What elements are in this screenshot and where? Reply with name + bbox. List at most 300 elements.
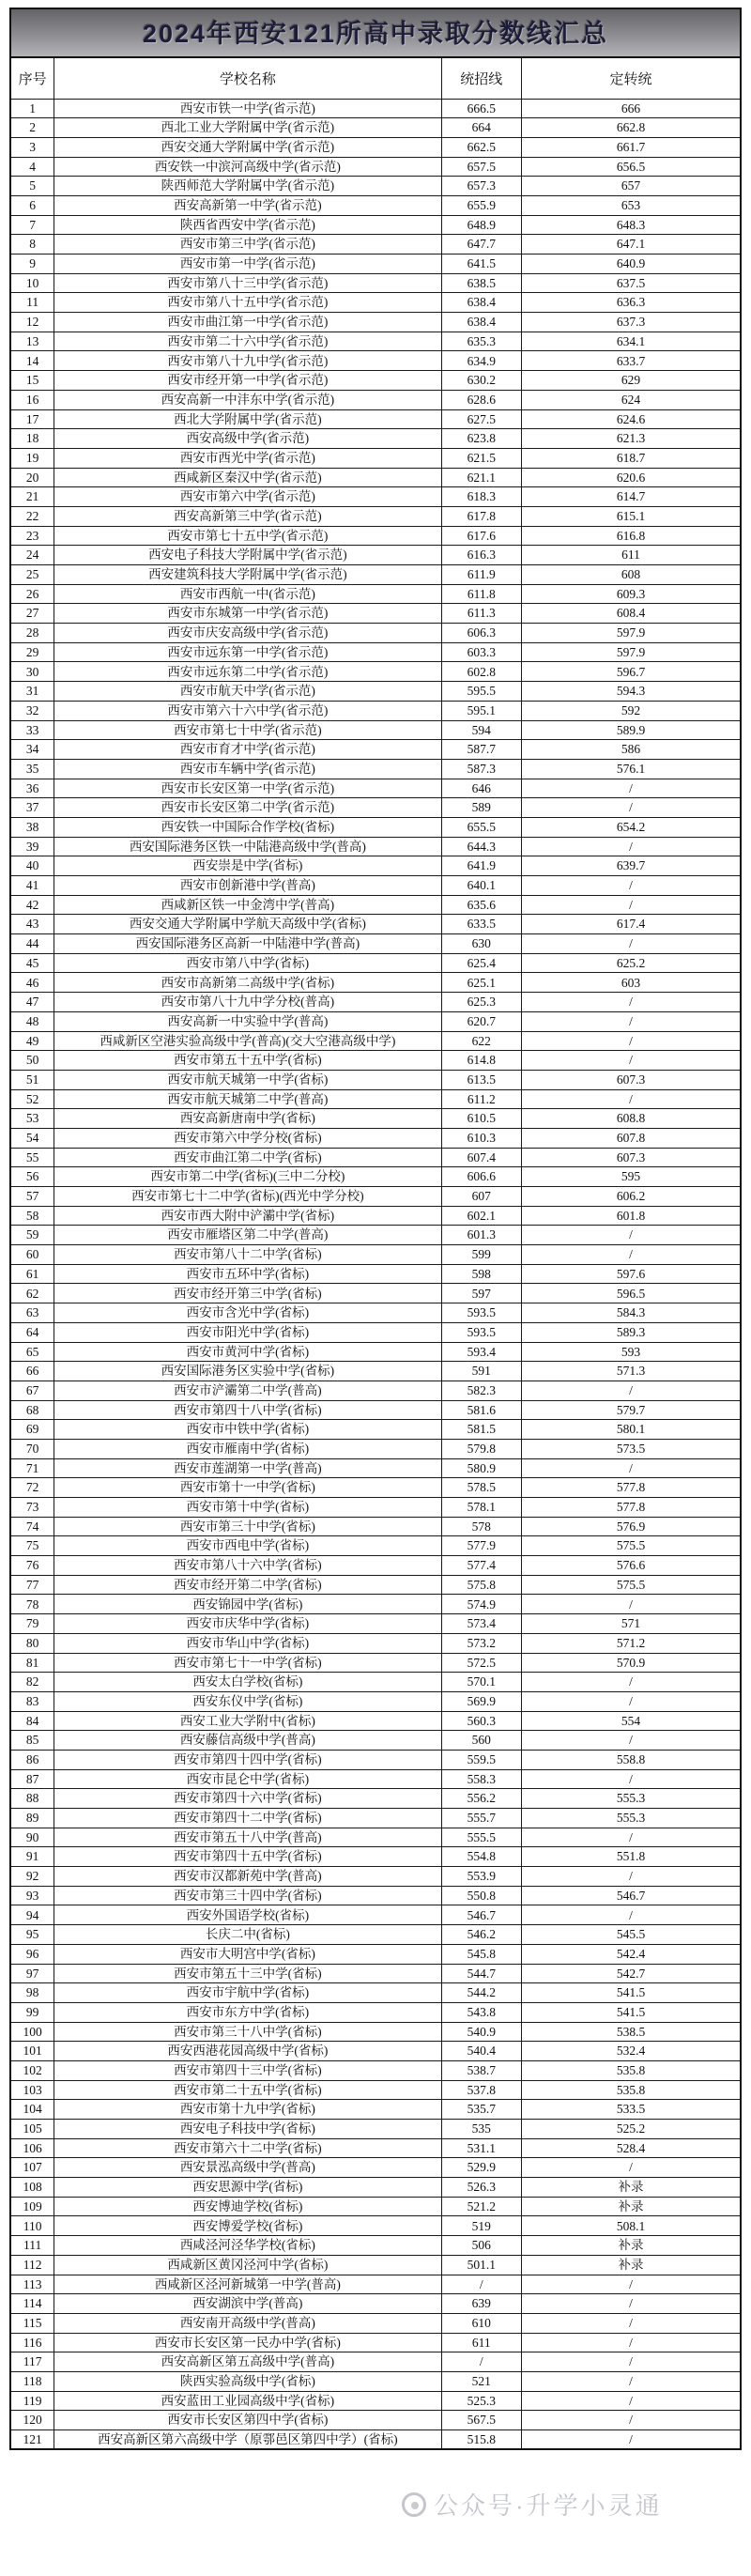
- table-row: [10, 817, 741, 837]
- unified-line-cell: 638.4: [441, 313, 522, 332]
- table-row: [10, 1633, 741, 1653]
- unified-line-cell: 570.1: [441, 1673, 522, 1692]
- school-name-cell: 西安高新区第六高级中学（原鄠邑区第四中学）(省标): [54, 2430, 441, 2450]
- table-row: [10, 118, 741, 138]
- row-number-cell: 80: [10, 1633, 54, 1653]
- row-number-cell: 72: [10, 1478, 54, 1498]
- table-row: [10, 137, 741, 157]
- directed-line-cell: 542.7: [522, 1964, 741, 1983]
- row-number-cell: 49: [10, 1031, 54, 1051]
- table-row: [10, 1809, 741, 1828]
- school-name-cell: 西安市西大附中浐灞中学(省标): [54, 1206, 441, 1226]
- unified-line-cell: 607: [441, 1187, 522, 1207]
- school-name-cell: 西安市第八十六中学(省标): [54, 1556, 441, 1576]
- school-name-cell: 西咸新区泾河新城第一中学(普高): [54, 2275, 441, 2294]
- school-name-cell: 西安市雁塔区第二中学(普高): [54, 1226, 441, 1245]
- directed-line-cell: /: [522, 993, 741, 1012]
- school-name-cell: 西安市长安区第一民办中学(省标): [54, 2333, 441, 2352]
- directed-line-cell: 533.5: [522, 2100, 741, 2120]
- table-row: [10, 1691, 741, 1711]
- table-row: [10, 2120, 741, 2139]
- unified-line-cell: 616.3: [441, 546, 522, 565]
- table-row: [10, 371, 741, 391]
- row-number-cell: 31: [10, 682, 54, 702]
- unified-line-cell: 602.8: [441, 662, 522, 682]
- row-number-cell: 113: [10, 2275, 54, 2294]
- table-row: [10, 1245, 741, 1265]
- row-number-cell: 111: [10, 2236, 54, 2256]
- table-row: [10, 1905, 741, 1925]
- unified-line-cell: 577.9: [441, 1536, 522, 1556]
- row-number-cell: 47: [10, 993, 54, 1012]
- unified-line-cell: 579.8: [441, 1439, 522, 1458]
- unified-line-cell: 515.8: [441, 2430, 522, 2450]
- row-number-cell: 97: [10, 1964, 54, 1983]
- school-name-cell: 西安市长安区第一中学(省示范): [54, 779, 441, 798]
- school-name-cell: 西咸泾河泾华学校(省标): [54, 2236, 441, 2256]
- table-row: [10, 2333, 741, 2352]
- school-name-cell: 西安市曲江第二中学(省标): [54, 1148, 441, 1167]
- directed-line-cell: 597.6: [522, 1264, 741, 1284]
- school-name-cell: 西安市第二十六中学(省示范): [54, 332, 441, 351]
- unified-line-cell: 646: [441, 779, 522, 798]
- directed-line-cell: 577.8: [522, 1478, 741, 1498]
- directed-line-cell: /: [522, 2313, 741, 2333]
- school-name-cell: 西安电子科技中学(省标): [54, 2120, 441, 2139]
- row-number-cell: 36: [10, 779, 54, 798]
- directed-line-cell: 639.7: [522, 856, 741, 876]
- directed-line-cell: 541.5: [522, 1983, 741, 2003]
- directed-line-cell: 596.7: [522, 662, 741, 682]
- directed-line-cell: 508.1: [522, 2216, 741, 2236]
- table-row: [10, 2100, 741, 2120]
- directed-line-cell: 584.3: [522, 1303, 741, 1323]
- school-name-cell: 西安国际港务区铁一中陆港高级中学(普高): [54, 837, 441, 856]
- directed-line-cell: 542.4: [522, 1944, 741, 1964]
- directed-line-cell: /: [522, 2371, 741, 2391]
- row-number-cell: 25: [10, 565, 54, 585]
- row-number-cell: 118: [10, 2371, 54, 2391]
- school-name-cell: 西安市第七十二中学(省标)(西光中学分校): [54, 1187, 441, 1207]
- table-row: [10, 1478, 741, 1498]
- school-name-cell: 西安市航天城第一中学(省标): [54, 1070, 441, 1089]
- directed-line-cell: 571.2: [522, 1633, 741, 1653]
- row-number-cell: 59: [10, 1226, 54, 1245]
- row-number-cell: 51: [10, 1070, 54, 1089]
- directed-line-cell: 614.7: [522, 487, 741, 507]
- unified-line-cell: 519: [441, 2216, 522, 2236]
- table-row: [10, 934, 741, 954]
- school-name-cell: 西安锦园中学(省标): [54, 1595, 441, 1614]
- table-row: [10, 235, 741, 255]
- unified-line-cell: 578.1: [441, 1498, 522, 1518]
- unified-line-cell: 501.1: [441, 2255, 522, 2275]
- row-number-cell: 56: [10, 1167, 54, 1187]
- directed-line-cell: 608: [522, 565, 741, 585]
- table-row: [10, 1595, 741, 1614]
- directed-line-cell: 532.4: [522, 2042, 741, 2061]
- school-name-cell: 长庆二中(省标): [54, 1925, 441, 1945]
- table-row: [10, 779, 741, 798]
- unified-line-cell: 597: [441, 1284, 522, 1303]
- directed-line-cell: /: [522, 1381, 741, 1400]
- unified-line-cell: 620.7: [441, 1011, 522, 1031]
- directed-line-cell: /: [522, 2430, 741, 2450]
- table-row: [10, 2178, 741, 2198]
- row-number-cell: 70: [10, 1439, 54, 1458]
- unified-line-cell: 634.9: [441, 351, 522, 371]
- directed-line-cell: 640.9: [522, 255, 741, 274]
- unified-line-cell: 540.4: [441, 2042, 522, 2061]
- directed-line-cell: 657: [522, 177, 741, 196]
- school-name-cell: 西安市远东第一中学(省示范): [54, 642, 441, 662]
- school-name-cell: 西安市西光中学(省示范): [54, 448, 441, 468]
- directed-line-cell: 656.5: [522, 157, 741, 177]
- unified-line-cell: 625.1: [441, 973, 522, 993]
- row-number-cell: 22: [10, 506, 54, 526]
- table-row: [10, 1070, 741, 1089]
- unified-line-cell: 538.7: [441, 2060, 522, 2080]
- unified-line-cell: 644.3: [441, 837, 522, 856]
- school-name-cell: 西安市第八十二中学(省标): [54, 1245, 441, 1265]
- school-name-cell: 西安高新一中沣东中学(省示范): [54, 390, 441, 409]
- row-number-cell: 108: [10, 2178, 54, 2198]
- school-name-cell: 西安湖滨中学(普高): [54, 2294, 441, 2314]
- unified-line-cell: 611.9: [441, 565, 522, 585]
- table-row: [10, 429, 741, 449]
- row-number-cell: 60: [10, 1245, 54, 1265]
- unified-line-cell: 610.5: [441, 1109, 522, 1129]
- table-row: [10, 1789, 741, 1809]
- directed-line-cell: 608.4: [522, 604, 741, 624]
- row-number-cell: 40: [10, 856, 54, 876]
- unified-line-cell: 595.5: [441, 682, 522, 702]
- school-name-cell: 西安市第四十四中学(省标): [54, 1750, 441, 1769]
- school-name-cell: 西安高新唐南中学(省标): [54, 1109, 441, 1129]
- row-number-cell: 81: [10, 1653, 54, 1673]
- directed-line-cell: 571.3: [522, 1362, 741, 1381]
- directed-line-cell: /: [522, 1011, 741, 1031]
- school-name-cell: 西安市中铁中学(省标): [54, 1420, 441, 1440]
- row-number-cell: 48: [10, 1011, 54, 1031]
- school-name-cell: 西安市第六中学分校(省标): [54, 1128, 441, 1148]
- school-name-cell: 陕西实验高级中学(省标): [54, 2371, 441, 2391]
- directed-line-cell: 576.6: [522, 1556, 741, 1576]
- row-number-cell: 9: [10, 255, 54, 274]
- row-number-cell: 43: [10, 915, 54, 934]
- row-number-cell: 2: [10, 118, 54, 138]
- school-name-cell: 西安崇是中学(省标): [54, 856, 441, 876]
- table-row: [10, 1498, 741, 1518]
- unified-line-cell: 647.7: [441, 235, 522, 255]
- unified-line-cell: 618.3: [441, 487, 522, 507]
- school-name-cell: 西安市第十一中学(省标): [54, 1478, 441, 1498]
- row-number-cell: 27: [10, 604, 54, 624]
- unified-line-cell: 578: [441, 1517, 522, 1536]
- directed-line-cell: /: [522, 779, 741, 798]
- unified-line-cell: 664: [441, 118, 522, 138]
- school-name-cell: 西北大学附属中学(省示范): [54, 409, 441, 429]
- school-name-cell: 西安市第八十九中学(省示范): [54, 351, 441, 371]
- table-row: [10, 526, 741, 546]
- unified-line-cell: 617.6: [441, 526, 522, 546]
- row-number-cell: 106: [10, 2138, 54, 2158]
- school-name-cell: 西安市航天中学(省示范): [54, 682, 441, 702]
- directed-line-cell: 525.2: [522, 2120, 741, 2139]
- school-name-cell: 西咸新区铁一中金湾中学(普高): [54, 895, 441, 915]
- table-row: [10, 313, 741, 332]
- col-header-directed-line: 定转统: [522, 57, 741, 99]
- directed-line-cell: 608.8: [522, 1109, 741, 1129]
- row-number-cell: 4: [10, 157, 54, 177]
- directed-line-cell: /: [522, 1691, 741, 1711]
- row-number-cell: 115: [10, 2313, 54, 2333]
- table-row: [10, 1439, 741, 1458]
- directed-line-cell: 637.5: [522, 273, 741, 293]
- directed-line-cell: 636.3: [522, 293, 741, 313]
- row-number-cell: 42: [10, 895, 54, 915]
- unified-line-cell: 627.5: [441, 409, 522, 429]
- directed-line-cell: 546.7: [522, 1886, 741, 1905]
- unified-line-cell: 591: [441, 1362, 522, 1381]
- directed-line-cell: 555.3: [522, 1809, 741, 1828]
- unified-line-cell: 582.3: [441, 1381, 522, 1400]
- table-row: [10, 2430, 741, 2450]
- row-number-cell: 67: [10, 1381, 54, 1400]
- directed-line-cell: 575.5: [522, 1536, 741, 1556]
- school-name-cell: 西安市庆安高级中学(省示范): [54, 624, 441, 643]
- unified-line-cell: 617.8: [441, 506, 522, 526]
- unified-line-cell: 640.1: [441, 876, 522, 896]
- school-name-cell: 西安市第十九中学(省标): [54, 2100, 441, 2120]
- unified-line-cell: 546.7: [441, 1905, 522, 1925]
- table-row: [10, 701, 741, 720]
- directed-line-cell: 607.3: [522, 1148, 741, 1167]
- directed-line-cell: /: [522, 1731, 741, 1751]
- directed-line-cell: 662.8: [522, 118, 741, 138]
- table-row: [10, 642, 741, 662]
- row-number-cell: 62: [10, 1284, 54, 1303]
- school-name-cell: 西安高新区第五高级中学(普高): [54, 2352, 441, 2372]
- school-name-cell: 西安高新第三中学(省示范): [54, 506, 441, 526]
- unified-line-cell: 614.8: [441, 1051, 522, 1071]
- school-name-cell: 西咸新区黄冈泾河中学(省标): [54, 2255, 441, 2275]
- directed-line-cell: 647.1: [522, 235, 741, 255]
- unified-line-cell: 580.9: [441, 1458, 522, 1478]
- unified-line-cell: 521.2: [441, 2197, 522, 2216]
- school-name-cell: 西安市含光中学(省标): [54, 1303, 441, 1323]
- unified-line-cell: 525.3: [441, 2391, 522, 2411]
- row-number-cell: 3: [10, 137, 54, 157]
- row-number-cell: 78: [10, 1595, 54, 1614]
- unified-line-cell: 625.4: [441, 953, 522, 973]
- unified-line-cell: 559.5: [441, 1750, 522, 1769]
- directed-line-cell: 538.5: [522, 2022, 741, 2042]
- col-header-school: 学校名称: [54, 57, 441, 99]
- table-row: [10, 1867, 741, 1887]
- school-name-cell: 西安市第七十五中学(省示范): [54, 526, 441, 546]
- directed-line-cell: /: [522, 1226, 741, 1245]
- table-row: [10, 1420, 741, 1440]
- directed-line-cell: 579.7: [522, 1400, 741, 1420]
- unified-line-cell: 593.4: [441, 1342, 522, 1362]
- school-name-cell: 西安景泓高级中学(普高): [54, 2158, 441, 2178]
- row-number-cell: 68: [10, 1400, 54, 1420]
- table-row: [10, 2197, 741, 2216]
- directed-line-cell: 592: [522, 701, 741, 720]
- table-row: [10, 2216, 741, 2236]
- table-row: [10, 1011, 741, 1031]
- table-row: [10, 2275, 741, 2294]
- row-number-cell: 119: [10, 2391, 54, 2411]
- school-name-cell: 西安市第二中学(省标)(三中二分校): [54, 1167, 441, 1187]
- unified-line-cell: 635.3: [441, 332, 522, 351]
- directed-line-cell: /: [522, 1089, 741, 1109]
- unified-line-cell: 526.3: [441, 2178, 522, 2198]
- row-number-cell: 65: [10, 1342, 54, 1362]
- table-row: [10, 1653, 741, 1673]
- school-name-cell: 西安市华山中学(省标): [54, 1633, 441, 1653]
- school-name-cell: 西安市航天城第二中学(普高): [54, 1089, 441, 1109]
- unified-line-cell: 623.8: [441, 429, 522, 449]
- table-row: [10, 1322, 741, 1342]
- table-row: [10, 1847, 741, 1867]
- directed-line-cell: 603: [522, 973, 741, 993]
- row-number-cell: 29: [10, 642, 54, 662]
- school-name-cell: 西安市第四十五中学(省标): [54, 1847, 441, 1867]
- table-row: [10, 2411, 741, 2430]
- school-name-cell: 西安市五环中学(省标): [54, 1264, 441, 1284]
- table-row: [10, 973, 741, 993]
- row-number-cell: 14: [10, 351, 54, 371]
- school-name-cell: 西安高新第一中学(省示范): [54, 195, 441, 215]
- directed-line-cell: 595: [522, 1167, 741, 1187]
- col-header-number: 序号: [10, 57, 54, 99]
- school-name-cell: 西安市庆华中学(省标): [54, 1614, 441, 1634]
- table-row: [10, 1731, 741, 1751]
- table-row: [10, 215, 741, 235]
- row-number-cell: 121: [10, 2430, 54, 2450]
- row-number-cell: 96: [10, 1944, 54, 1964]
- directed-line-cell: 补录: [522, 2178, 741, 2198]
- table-row: [10, 953, 741, 973]
- unified-line-cell: 611: [441, 2333, 522, 2352]
- school-name-cell: 西安高新一中实验中学(普高): [54, 1011, 441, 1031]
- school-name-cell: 西安市第六十六中学(省示范): [54, 701, 441, 720]
- school-name-cell: 西安市第五十三中学(省标): [54, 1964, 441, 1983]
- table-row: [10, 273, 741, 293]
- table-row: [10, 1964, 741, 1983]
- school-name-cell: 西安市铁一中学(省示范): [54, 99, 441, 118]
- table-row: [10, 177, 741, 196]
- directed-line-cell: 621.3: [522, 429, 741, 449]
- unified-line-cell: 598: [441, 1264, 522, 1284]
- school-name-cell: 西安思源中学(省标): [54, 2178, 441, 2198]
- table-row: [10, 759, 741, 779]
- table-row: [10, 1128, 741, 1148]
- row-number-cell: 45: [10, 953, 54, 973]
- directed-line-cell: 633.7: [522, 351, 741, 371]
- row-number-cell: 64: [10, 1322, 54, 1342]
- unified-line-cell: 529.9: [441, 2158, 522, 2178]
- unified-line-cell: 613.5: [441, 1070, 522, 1089]
- unified-line-cell: /: [441, 2275, 522, 2294]
- table-row: [10, 604, 741, 624]
- table-row: [10, 1362, 741, 1381]
- unified-line-cell: 611.8: [441, 584, 522, 604]
- table-row: [10, 2042, 741, 2061]
- school-name-cell: 西安市第四十八中学(省标): [54, 1400, 441, 1420]
- table-row: [10, 2158, 741, 2178]
- school-name-cell: 西安市经开第三中学(省标): [54, 1284, 441, 1303]
- school-name-cell: 西安市第四十三中学(省标): [54, 2060, 441, 2080]
- row-number-cell: 24: [10, 546, 54, 565]
- school-name-cell: 西安市第十中学(省标): [54, 1498, 441, 1518]
- row-number-cell: 87: [10, 1769, 54, 1789]
- school-name-cell: 西安市浐灞第二中学(普高): [54, 1381, 441, 1400]
- unified-line-cell: 535: [441, 2120, 522, 2139]
- unified-line-cell: 546.2: [441, 1925, 522, 1945]
- school-name-cell: 西安市大明宫中学(省标): [54, 1944, 441, 1964]
- table-row: [10, 546, 741, 565]
- row-number-cell: 34: [10, 740, 54, 760]
- table-row: [10, 448, 741, 468]
- school-name-cell: 西安市汉都新苑中学(普高): [54, 1867, 441, 1887]
- unified-line-cell: 553.9: [441, 1867, 522, 1887]
- table-row: [10, 1400, 741, 1420]
- school-name-cell: 西安市育才中学(省示范): [54, 740, 441, 760]
- school-name-cell: 西安市黄河中学(省标): [54, 1342, 441, 1362]
- unified-line-cell: 531.1: [441, 2138, 522, 2158]
- row-number-cell: 77: [10, 1575, 54, 1595]
- row-number-cell: 94: [10, 1905, 54, 1925]
- directed-line-cell: 补录: [522, 2236, 741, 2256]
- unified-line-cell: 648.9: [441, 215, 522, 235]
- school-name-cell: 西安市第八中学(省标): [54, 953, 441, 973]
- unified-line-cell: 607.4: [441, 1148, 522, 1167]
- unified-line-cell: 574.9: [441, 1595, 522, 1614]
- directed-line-cell: 535.8: [522, 2060, 741, 2080]
- table-row: [10, 662, 741, 682]
- school-name-cell: 西安博迪学校(省标): [54, 2197, 441, 2216]
- row-number-cell: 11: [10, 293, 54, 313]
- unified-line-cell: 560: [441, 1731, 522, 1751]
- unified-line-cell: 593.5: [441, 1303, 522, 1323]
- table-row: [10, 1575, 741, 1595]
- table-row: [10, 255, 741, 274]
- unified-line-cell: 558.3: [441, 1769, 522, 1789]
- row-number-cell: 38: [10, 817, 54, 837]
- directed-line-cell: 629: [522, 371, 741, 391]
- directed-line-cell: /: [522, 2158, 741, 2178]
- school-name-cell: 西安市曲江第一中学(省示范): [54, 313, 441, 332]
- unified-line-cell: 550.8: [441, 1886, 522, 1905]
- directed-line-cell: 596.5: [522, 1284, 741, 1303]
- unified-line-cell: 610: [441, 2313, 522, 2333]
- directed-line-cell: 607.8: [522, 1128, 741, 1148]
- school-name-cell: 西安东仪中学(省标): [54, 1691, 441, 1711]
- unified-line-cell: 638.4: [441, 293, 522, 313]
- row-number-cell: 17: [10, 409, 54, 429]
- school-name-cell: 西北工业大学附属中学(省示范): [54, 118, 441, 138]
- table-row: [10, 1886, 741, 1905]
- directed-line-cell: 653: [522, 195, 741, 215]
- score-table: [9, 8, 742, 2450]
- school-name-cell: 西安市第四十二中学(省标): [54, 1809, 441, 1828]
- unified-line-cell: 641.5: [441, 255, 522, 274]
- row-number-cell: 52: [10, 1089, 54, 1109]
- table-row: [10, 1031, 741, 1051]
